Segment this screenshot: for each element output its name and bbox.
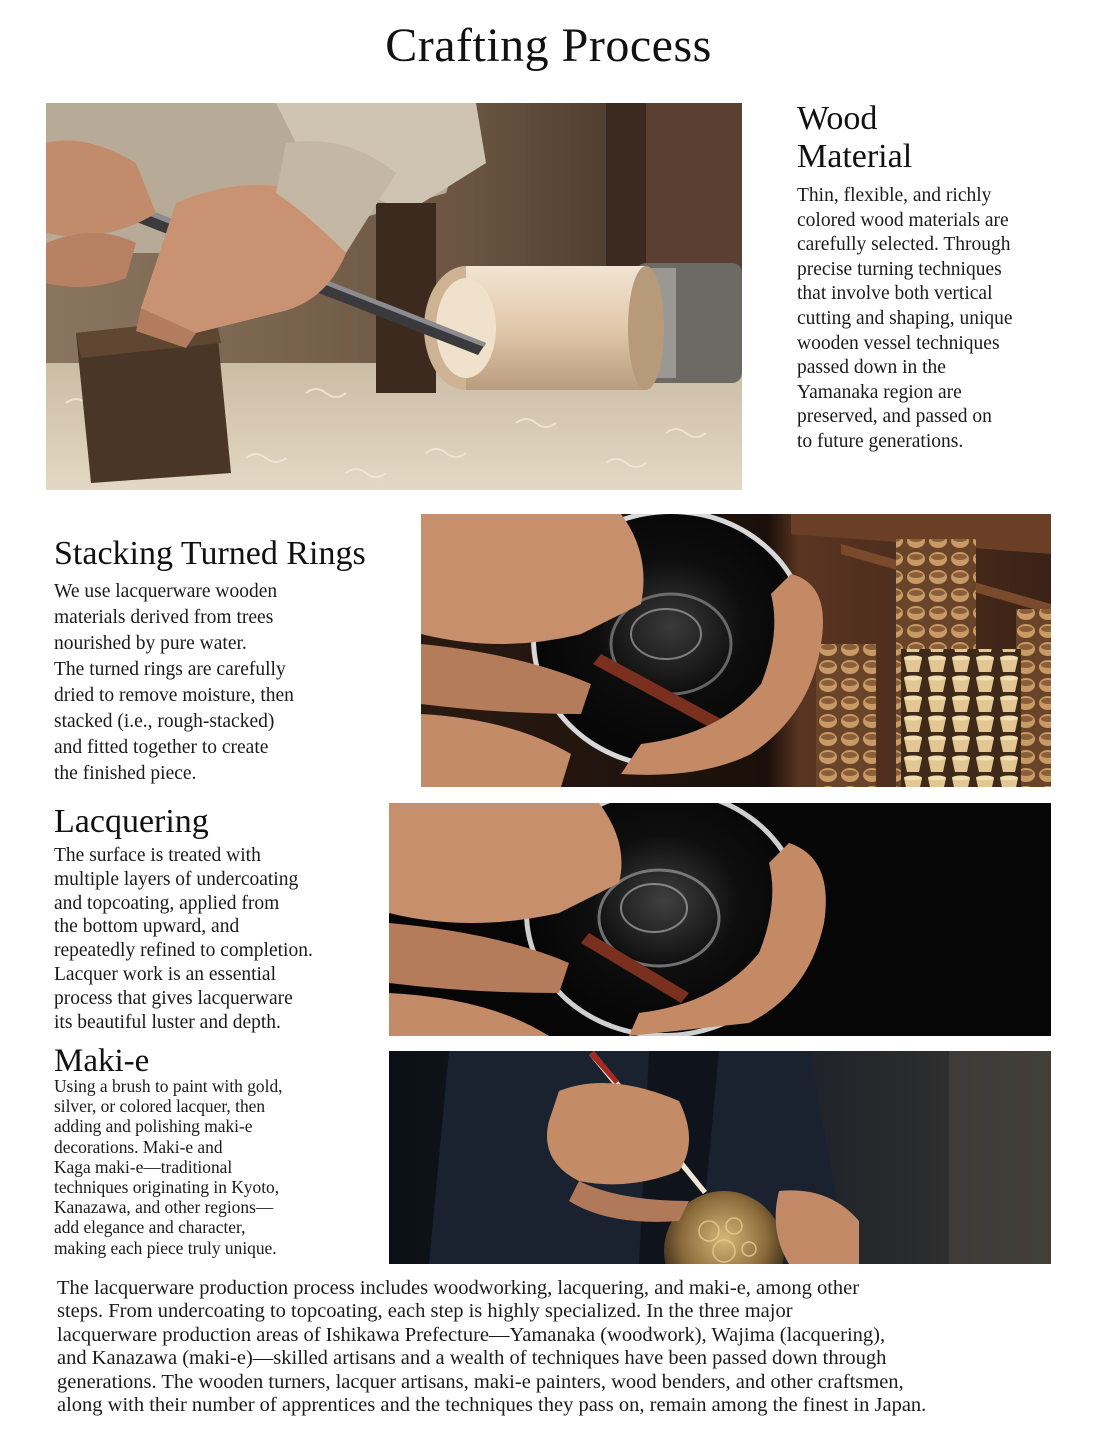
text-line: carefully selected. Through: [797, 234, 1011, 256]
text-line: multiple layers of undercoating: [54, 868, 299, 890]
text-line: Yamanaka region are: [797, 381, 962, 403]
wood-heading-line1: Wood: [797, 100, 878, 137]
text-line: materials derived from trees: [54, 607, 274, 628]
text-line: The surface is treated with: [54, 845, 261, 866]
text-line: precise turning techniques: [797, 258, 1002, 280]
wood-heading-line2: Material: [797, 138, 913, 175]
text-line: adding and polishing maki-e: [54, 1116, 253, 1137]
text-line: passed down in the: [797, 357, 946, 379]
footer-summary: [57, 1277, 1057, 1417]
text-line: its beautiful luster and depth.: [54, 1011, 281, 1033]
text-line: stacked (i.e., rough-stacked): [54, 711, 275, 732]
text-line: the bottom upward, and: [54, 916, 240, 938]
wood-turning-photo: [46, 103, 742, 490]
text-line: The turned rings are carefully: [54, 659, 286, 680]
text-line: Kanazawa, and other regions—: [54, 1197, 274, 1218]
makie-description: [54, 1076, 374, 1258]
page-title: Crafting Process: [385, 19, 712, 72]
text-line: to future generations.: [797, 430, 964, 452]
text-line: that involve both vertical: [797, 283, 993, 305]
text-line: The lacquerware production process includes woodworking, lacquering, and maki-e, among other: [57, 1277, 860, 1299]
text-line: nourished by pure water.: [54, 633, 247, 654]
wood-description: [797, 184, 1087, 455]
lacquering-description: [54, 844, 374, 1034]
text-line: techniques originating in Kyoto,: [54, 1177, 280, 1198]
text-line: colored wood materials are: [797, 209, 1009, 231]
text-line: Thin, flexible, and richly: [797, 185, 992, 206]
lacquering-photo: [389, 803, 1051, 1036]
stacking-heading: Stacking Turned Rings: [54, 535, 366, 572]
stacking-photo: [421, 514, 1051, 787]
text-line: steps. From undercoating to topcoating, each step is highly specialized. In the three major: [57, 1300, 793, 1323]
text-line: repeatedly refined to completion.: [54, 940, 313, 962]
text-line: decorations. Maki-e and: [54, 1136, 223, 1157]
text-line: We use lacquerware wooden: [54, 581, 278, 602]
text-line: along with their number of apprentices and the techniques they pass on, remain among the finest in Japan.: [57, 1394, 927, 1417]
text-line: and fitted together to create: [54, 737, 269, 758]
text-line: dried to remove moisture, then: [54, 685, 294, 706]
makie-heading: Maki-e: [54, 1043, 150, 1079]
text-line: silver, or colored lacquer, then: [54, 1096, 266, 1117]
lacquering-heading: Lacquering: [54, 803, 209, 840]
text-line: Kaga maki-e—traditional: [54, 1156, 233, 1177]
text-line: generations. The wooden turners, lacquer artisans, maki-e painters, wood benders, and other craftsmen,: [57, 1370, 904, 1393]
text-line: making each piece truly unique.: [54, 1237, 277, 1258]
text-line: add elegance and character,: [54, 1217, 246, 1238]
makie-photo: [389, 1051, 1051, 1264]
text-line: Using a brush to paint with gold,: [54, 1076, 283, 1096]
text-line: and Kanazawa (maki-e)—skilled artisans and a wealth of techniques have been passed down through: [57, 1347, 887, 1370]
text-line: wooden vessel techniques: [797, 332, 1000, 354]
stacking-description: [54, 579, 374, 787]
text-line: lacquerware production areas of Ishikawa Prefecture—Yamanaka (woodwork), Wajima (lacquering),: [57, 1323, 886, 1346]
text-line: the finished piece.: [54, 763, 197, 784]
text-line: and topcoating, applied from: [54, 892, 280, 914]
wood-heading: [797, 100, 912, 176]
text-line: cutting and shaping, unique: [797, 307, 1013, 329]
text-line: Lacquer work is an essential: [54, 963, 277, 985]
text-line: preserved, and passed on: [797, 406, 992, 428]
text-line: process that gives lacquerware: [54, 987, 293, 1009]
